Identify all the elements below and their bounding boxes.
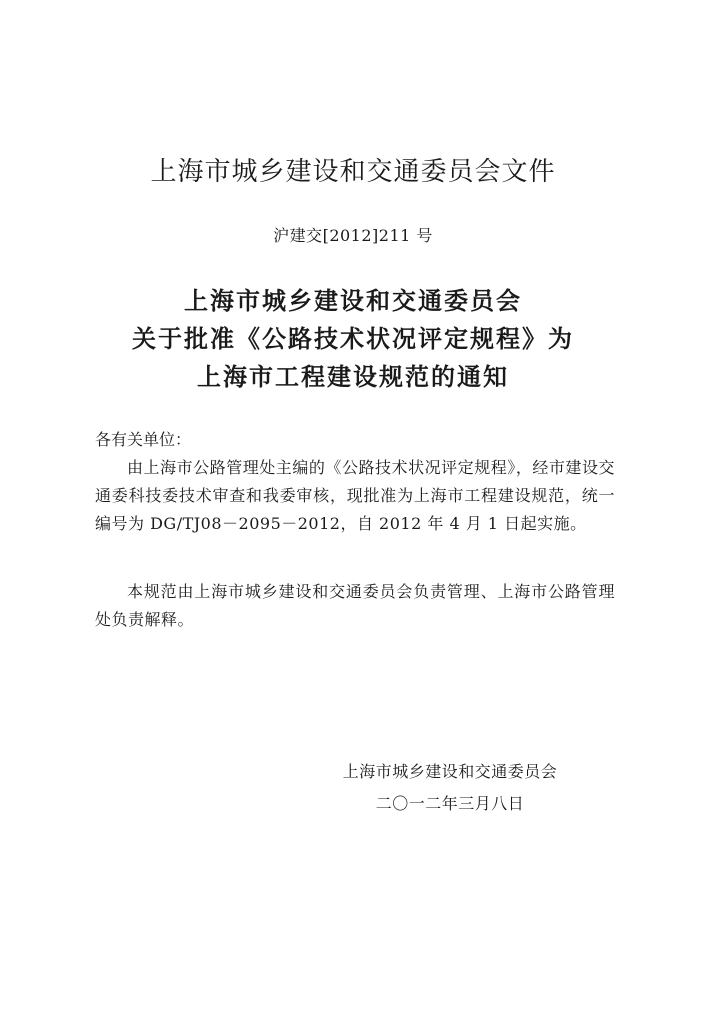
salutation: 各有关单位： <box>95 430 192 449</box>
body-paragraph: 本规范由上海市城乡建设和交通委员会负责管理、上海市公路管理处负责解释。 <box>95 582 615 629</box>
signature-date: 二〇一二年三月八日 <box>375 794 525 813</box>
notice-title <box>0 282 706 396</box>
body-paragraph: 由上海市公路管理处主编的《公路技术状况评定规程》，经市建设交通委科技委技术审查和我委审核，现批准为上海市工程建设规范，统一编号为 DG/TJ08－2095－2012，自 2012 年 4 月 1 日起实施。 <box>95 458 615 533</box>
document-header-title: 上海市城乡建设和交通委员会文件 <box>150 157 556 187</box>
notice-title-line: 上海市城乡建设和交通委员会 <box>184 287 522 315</box>
signature-block <box>300 756 600 820</box>
notice-title-line: 上海市工程建设规范的通知 <box>197 363 509 391</box>
signature-org: 上海市城乡建设和交通委员会 <box>342 762 558 781</box>
notice-title-line: 关于批准《公路技术状况评定规程》为 <box>132 325 574 353</box>
document-number: 沪建交[2012]211 号 <box>273 226 433 245</box>
